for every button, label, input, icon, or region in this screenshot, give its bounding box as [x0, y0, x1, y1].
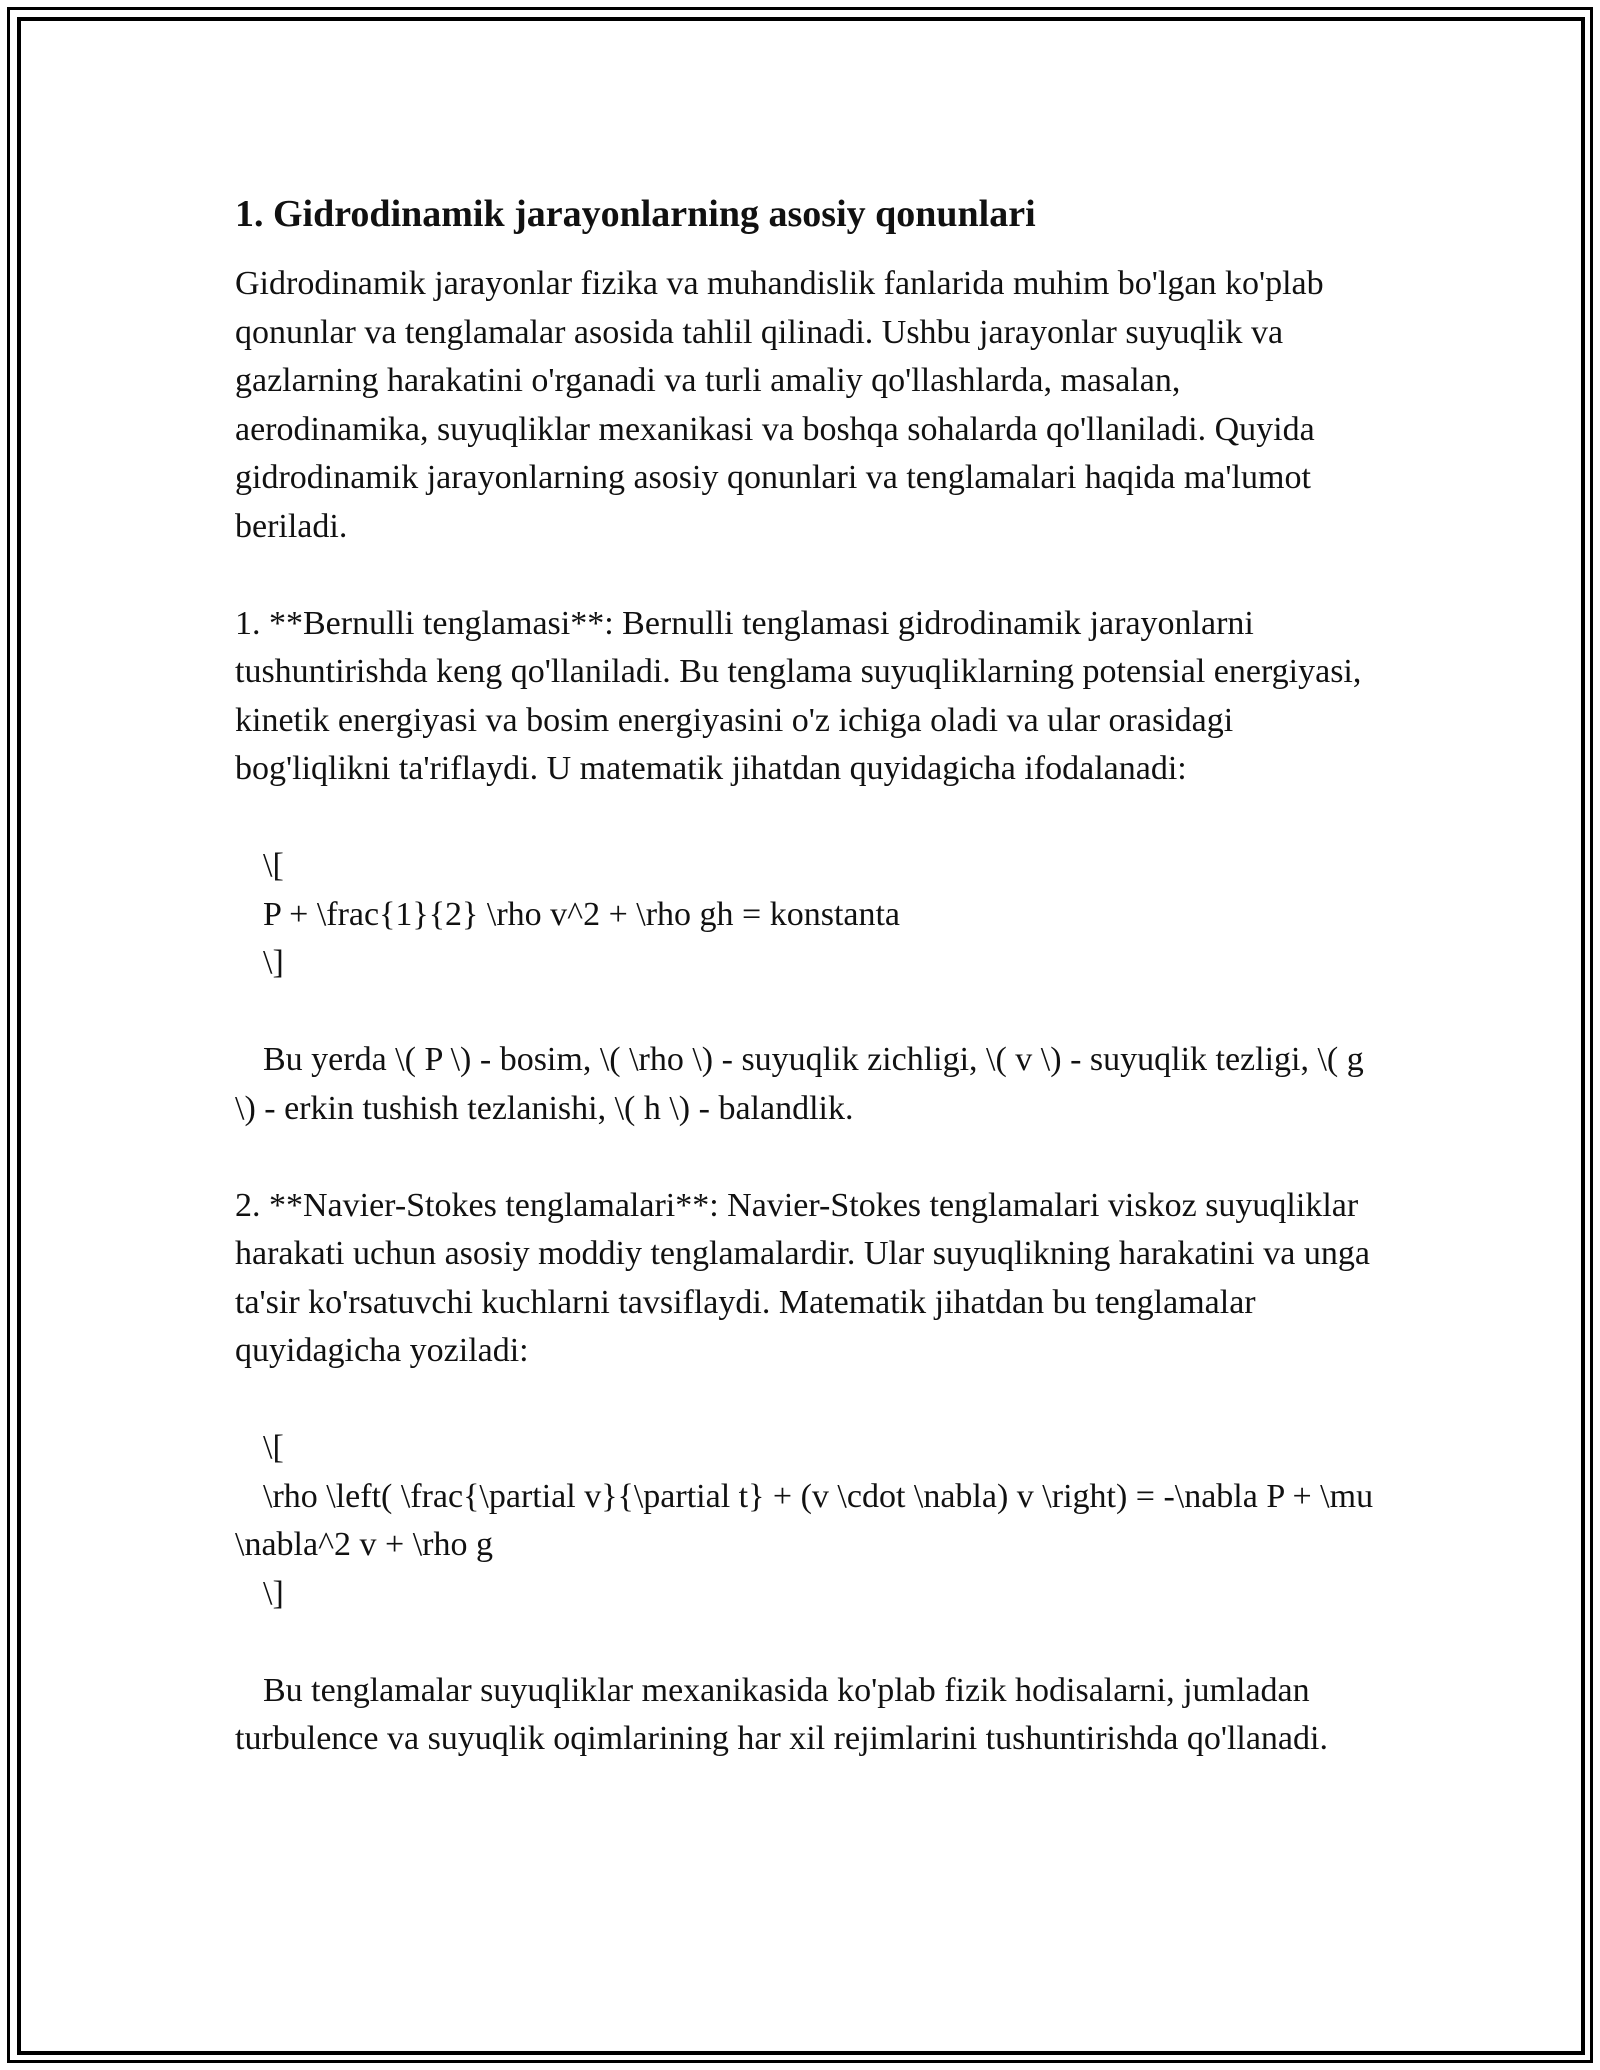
navier-stokes-paragraph: 2. **Navier-Stokes tenglamalari**: Navier-Stokes tenglamalari viskoz suyuqliklar harakati uchun asosiy moddiy tenglamalardir. Ular suyuqlikning harakatini va unga ta'sir ko'rsatuvchi kuchlarni tavsiflaydi. Matematik jihatdan bu tenglamalar quyidagicha yoziladi: — [235, 1186, 1379, 1369]
bernulli-explanation: Bu yerda \( P \) - bosim, \( \rho \) - suyuqlik zichligi, \( v \) - suyuqlik tezligi, \( g \) - erkin tushish tezlanishi, \( h \) - balandlik. — [235, 1041, 1373, 1127]
document-body — [235, 188, 1379, 1764]
bernulli-formula: P + \frac{1}{2} \rho v^2 + \rho gh = konstanta — [263, 895, 901, 933]
paragraph-spacer — [235, 1618, 1375, 1667]
bernulli-formula-close: \] — [263, 944, 284, 981]
paragraph-spacer — [235, 1376, 1375, 1425]
bernulli-formula-open: \[ — [263, 847, 284, 884]
paragraph-spacer — [235, 551, 1375, 600]
paragraph-spacer — [235, 1133, 1375, 1182]
paragraph-spacer — [235, 794, 1375, 843]
navier-stokes-explanation: Bu tenglamalar suyuqliklar mexanikasida ko'plab fizik hodisalarni, jumladan turbulence va suyuqlik oqimlarining har xil rejimlarini tushuntirishda qo'llanadi. — [235, 1671, 1328, 1757]
navier-stokes-formula-close: \] — [263, 1574, 284, 1612]
navier-stokes-formula-open: \[ — [263, 1429, 284, 1466]
section-heading: 1. Gidrodinamik jarayonlarning asosiy qonunlari — [235, 193, 1036, 235]
intro-paragraph: Gidrodinamik jarayonlar fizika va muhandislik fanlarida muhim bo'lgan ko'plab qonunlar va tenglamalar asosida tahlil qilinadi. Ushbu jarayonlar suyuqlik va gazlarning harakatini o'rganadi va turli amaliy qo'llashlarda, masalan, aerodinamika, suyuqliklar mexanikasi va boshqa sohalarda qo'llaniladi. Quyida gidrodinamik jarayonlarning asosiy qonunlari va tenglamalari haqida ma'lumot beriladi. — [235, 265, 1333, 545]
paragraph-spacer — [235, 988, 1375, 1037]
navier-stokes-formula: \rho \left( \frac{\partial v}{\partial t} + (v \cdot \nabla) v \right) = -\nabla P + \mu \nabla^2 v + \rho g — [235, 1477, 1374, 1563]
bernulli-paragraph: 1. **Bernulli tenglamasi**: Bernulli tenglamasi gidrodinamik jarayonlarni tushuntirishda keng qo'llaniladi. Bu tenglama suyuqliklarning potensial energiyasi, kinetik energiyasi va bosim energiyasini o'z ichiga oladi va ular orasidagi bog'liqlikni ta'riflaydi. U matematik jihatdan quyidagicha ifodalanadi: — [235, 604, 1370, 787]
